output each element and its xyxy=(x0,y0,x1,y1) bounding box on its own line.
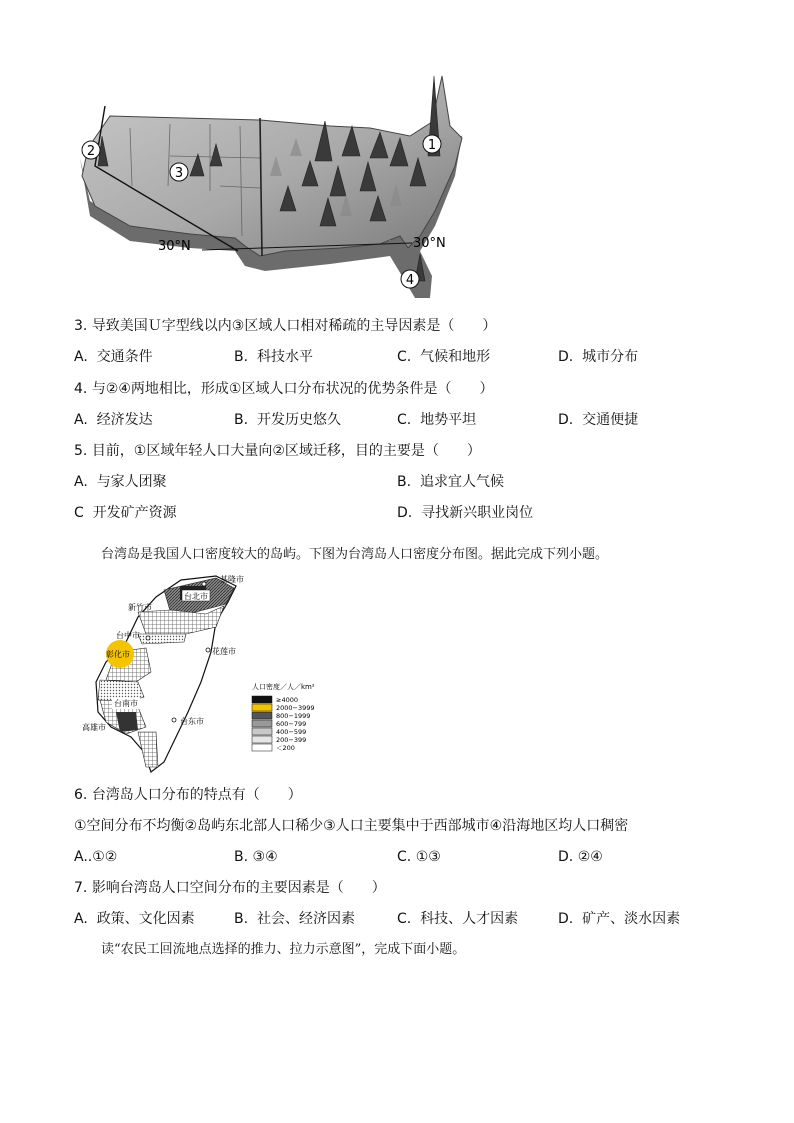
q4-option-b: B. 开发历史悠久 xyxy=(234,412,341,428)
migrant-intro-text: 读“农民工回流地点选择的推力、拉力示意图”，完成下面小题。 xyxy=(101,942,466,957)
q7-option-c: C. 科技、人才因素 xyxy=(397,911,519,927)
legend-swatch xyxy=(252,744,272,751)
question-3-stem: 3. 导致美国Ｕ字型线以内③区域人口相对稀疏的主导因素是（ ） xyxy=(74,318,497,334)
q5-option-b: B. 追求宜人气候 xyxy=(397,474,504,490)
city-taitung: 台东市 xyxy=(180,717,204,726)
question-7-stem: 7. 影响台湾岛人口空间分布的主要因素是（ ） xyxy=(74,880,386,896)
q6-option-c: C. ①③ xyxy=(397,849,441,865)
legend-label: ＜200 xyxy=(276,744,295,752)
legend-swatch xyxy=(252,704,272,711)
legend-swatch xyxy=(252,696,272,703)
city-kaohsiung: 高雄市 xyxy=(82,723,106,732)
q5-option-a: A. 与家人团聚 xyxy=(74,474,167,490)
question-4-stem: 4. 与②④两地相比，形成①区域人口分布状况的优势条件是（ ） xyxy=(74,381,494,397)
q5-option-d: D. 寻找新兴职业岗位 xyxy=(397,505,534,521)
question-6-statement: ①空间分布不均衡②岛屿东北部人口稀少③人口主要集中于西部城市④沿海地区均人口稠密 xyxy=(74,818,629,834)
latitude-label-left: 30°N xyxy=(158,239,191,254)
city-hualien: 花莲市 xyxy=(212,647,236,656)
q3-option-c: C. 气候和地形 xyxy=(397,349,491,365)
svg-text:4: 4 xyxy=(405,273,415,288)
svg-text:2: 2 xyxy=(86,144,96,159)
q3-option-a: A. 交通条件 xyxy=(74,349,153,365)
taiwan-intro-text: 台湾岛是我国人口密度较大的岛屿。下图为台湾岛人口密度分布图。据此完成下列小题。 xyxy=(101,547,609,562)
legend-swatch xyxy=(252,736,272,743)
q3-option-b: B. 科技水平 xyxy=(234,349,313,365)
legend-swatch xyxy=(252,720,272,727)
city-hsinchu: 新竹市 xyxy=(128,603,152,612)
legend-label: ≥4000 xyxy=(276,696,298,704)
q5-option-c: C 开发矿产资源 xyxy=(74,505,177,521)
city-taipei: 台北市 xyxy=(184,592,208,601)
city-keelung: 基隆市 xyxy=(220,575,244,584)
city-tainan: 台南市 xyxy=(114,699,138,708)
marker-2 xyxy=(82,141,100,159)
q6-option-b: B. ③④ xyxy=(234,849,278,865)
density-legend xyxy=(252,682,315,752)
taiwan-population-density-map xyxy=(76,572,336,777)
legend-title: 人口密度／人／km² xyxy=(252,683,315,691)
svg-text:3: 3 xyxy=(174,166,184,181)
legend-label: 200−399 xyxy=(276,736,307,744)
question-6-stem: 6. 台湾岛人口分布的特点有（ ） xyxy=(74,787,302,803)
marker-1 xyxy=(423,135,441,153)
marker-3 xyxy=(170,163,188,181)
question-5-stem: 5. 目前，①区域年轻人口大量向②区域迁移，目的主要是（ ） xyxy=(74,443,481,459)
legend-label: 2000−3999 xyxy=(276,704,315,712)
legend-swatch xyxy=(252,728,272,735)
q7-option-d: D. 矿产、淡水因素 xyxy=(558,911,681,927)
city-taichung: 台中市 xyxy=(116,631,140,640)
city-changhua: 彰化市 xyxy=(106,650,130,659)
q3-option-d: D. 城市分布 xyxy=(558,349,639,365)
legend-swatch xyxy=(252,712,272,719)
legend-label: 800−1999 xyxy=(276,712,311,720)
q7-option-a: A. 政策、文化因素 xyxy=(74,911,195,927)
svg-text:1: 1 xyxy=(427,138,437,153)
q4-option-c: C. 地势平坦 xyxy=(397,412,477,428)
q7-option-b: B. 社会、经济因素 xyxy=(234,911,355,927)
q6-option-d: D. ②④ xyxy=(558,849,603,865)
q6-option-a: A..①② xyxy=(74,849,118,865)
marker-4 xyxy=(401,270,419,288)
legend-label: 400−599 xyxy=(276,728,307,736)
legend-label: 600−799 xyxy=(276,720,307,728)
q4-option-d: D. 交通便捷 xyxy=(558,412,639,428)
q4-option-a: A. 经济发达 xyxy=(74,412,153,428)
latitude-label-right: 30°N xyxy=(413,236,446,251)
us-population-relief-map xyxy=(70,66,480,304)
